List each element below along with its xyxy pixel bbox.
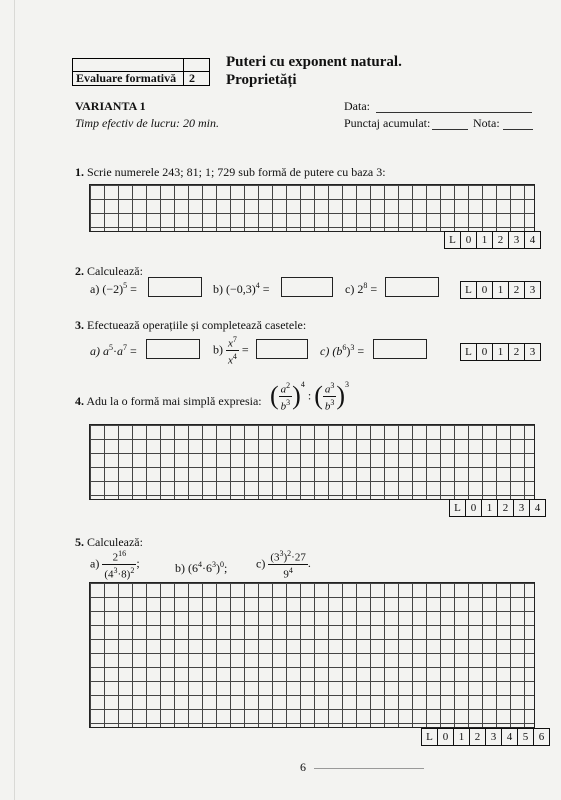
exercise-3a-answer[interactable] xyxy=(146,339,200,359)
time-label: Timp efectiv de lucru: 20 min. xyxy=(75,116,219,130)
exercise-1-grid[interactable] xyxy=(89,184,535,232)
exercise-3b-answer[interactable] xyxy=(256,339,308,359)
exercise-2a-answer[interactable] xyxy=(148,277,202,297)
page-title: Puteri cu exponent natural. Proprietăți xyxy=(226,54,402,88)
date-field[interactable] xyxy=(376,112,532,113)
grade-field[interactable] xyxy=(503,129,533,130)
exercise-3c: c) $(b^6)^3$ = xyxy=(320,343,365,358)
exercise-5-text: 5. Calculează: xyxy=(75,535,143,549)
header-label: Evaluare formativă xyxy=(76,71,177,85)
exercise-2-text: 2. Calculează: xyxy=(75,264,143,278)
exercise-3b: b) $\frac{x^7}{x^4}$ = xyxy=(213,335,249,367)
exercise-2c-answer[interactable] xyxy=(385,277,439,297)
date-label: Data: xyxy=(344,99,370,113)
variant-label: VARIANTA 1 xyxy=(75,99,146,113)
exercise-2a: a) $(-2)^5$ = xyxy=(90,281,137,296)
exercise-2c: c) $2^8$ = xyxy=(345,281,378,296)
exercise-3-text: 3. Efectuează operațiile și completează casetele: xyxy=(75,318,307,332)
exercise-5c: c) $\frac{(3^3)^2\cdot 27}{9^4}$ . xyxy=(256,549,311,581)
page-edge xyxy=(14,0,15,800)
exercise-2-score: L 0 1 2 3 xyxy=(460,281,541,299)
grade-label: Nota: xyxy=(473,116,500,130)
exercise-3-score: L 0 1 2 3 xyxy=(460,343,541,361)
score-field[interactable] xyxy=(432,129,468,130)
exercise-1-score: L 0 1 2 3 4 xyxy=(444,231,541,249)
exercise-4-score: L 0 1 2 3 4 xyxy=(449,499,546,517)
exercise-3c-answer[interactable] xyxy=(373,339,427,359)
exercise-5-grid[interactable] xyxy=(89,582,535,728)
page-number: 6 xyxy=(300,760,306,774)
exercise-3b-fraction: $\frac{x^7}{x^4}$ xyxy=(228,335,237,367)
exercise-2b-answer[interactable] xyxy=(281,277,333,297)
score-label: Punctaj acumulat: xyxy=(344,116,431,130)
exercise-2b: b) $(-0,3)^4$ = xyxy=(213,281,270,296)
footer-rule xyxy=(314,768,424,769)
exercise-3a: a) $a^5\cdot a^7$ = xyxy=(90,343,137,358)
exercise-5a: a) $\frac{2^{16}}{(4^3\cdot 8)^2}$ ; xyxy=(90,549,140,581)
header-number: 2 xyxy=(189,71,195,85)
exercise-4-expression: ( $\frac{a^2}{b^3}$ )$^4$ : ( $\frac{a^3}{b^3}$ )$^3$ xyxy=(270,380,350,413)
exercise-5-score: L 0 1 2 3 4 5 6 xyxy=(421,728,550,746)
exercise-1-text: 1. Scrie numerele 243; 81; 1; 729 sub formă de putere cu baza 3: xyxy=(75,165,386,179)
exercise-4-grid[interactable] xyxy=(89,424,535,500)
exercise-5b: b) $(6^4\cdot 6^3)^0$; xyxy=(175,560,228,575)
exercise-4-text: 4. Adu la o formă mai simplă expresia: xyxy=(75,394,262,408)
